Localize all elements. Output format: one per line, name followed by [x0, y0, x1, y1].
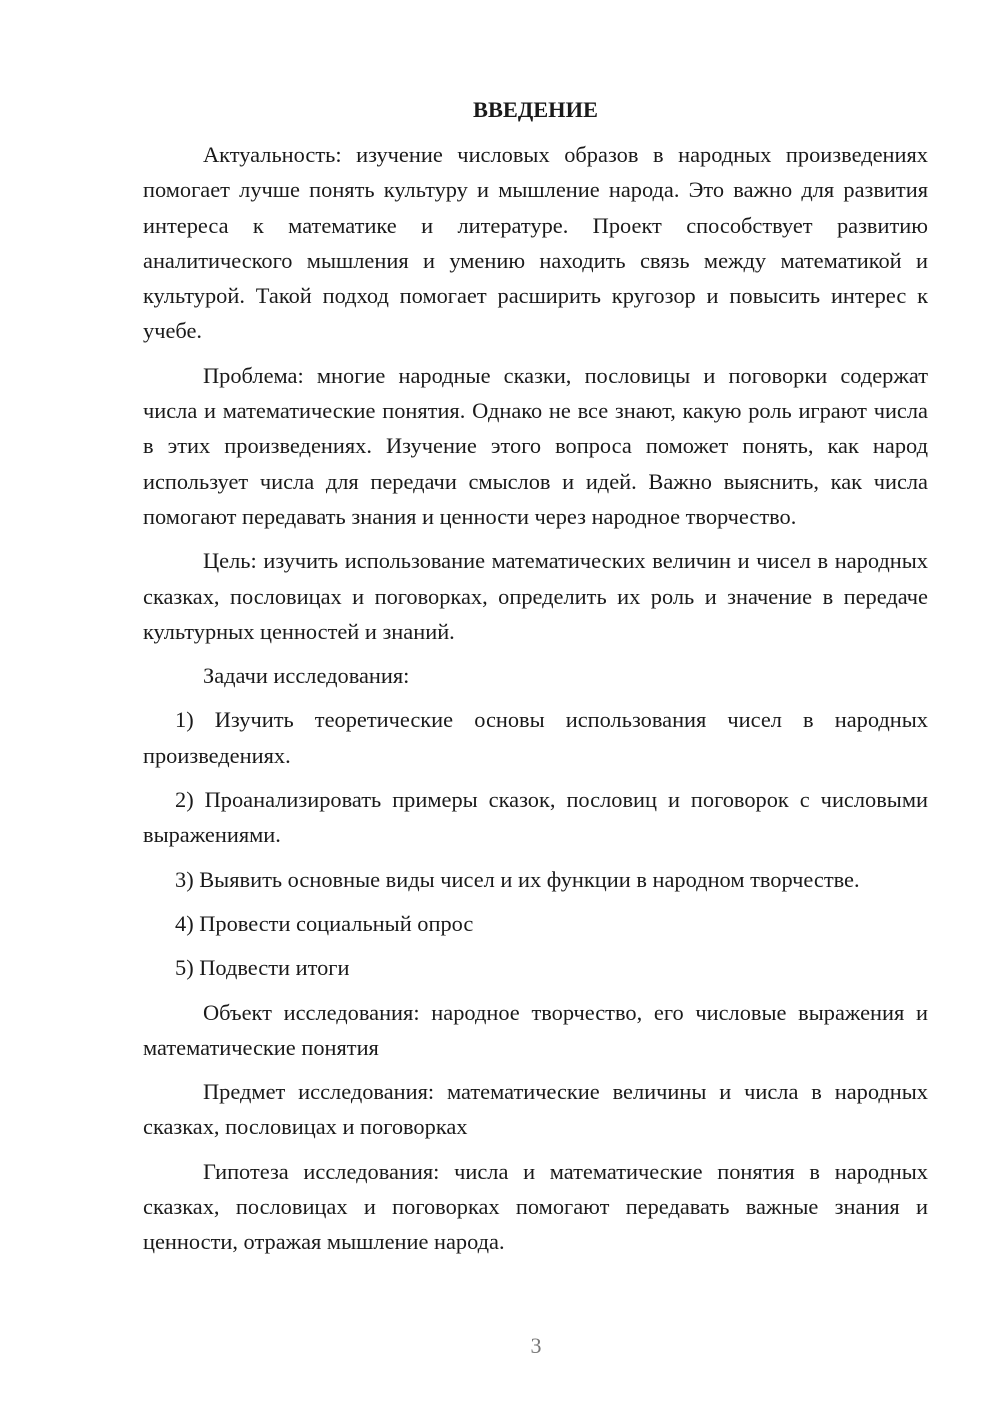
- paragraph-hypothesis: Гипотеза исследования: числа и математические понятия в народных сказках, пословицах и поговорках помогают передавать важные знания и ценности, отражая мышление народа.: [143, 1158, 928, 1255]
- paragraph-subject: Предмет исследования: математические величины и числа в народных сказках, пословицах и поговорках: [143, 1079, 928, 1140]
- paragraph-tasks-heading: Задачи исследования:: [203, 663, 410, 689]
- page-number: 3: [530, 1333, 542, 1358]
- paragraph-problem: Проблема: многие народные сказки, пословицы и поговорки содержат числа и математические понятия. Однако не все знают, какую роль играют числа в этих произведениях. Изучение этого вопроса поможет понять, как народ использует числа для передачи смыслов и идей. Важно выяснить, как числа помогают передавать знания и ценности через народное творчество.: [143, 362, 928, 529]
- section-title: ВВЕДЕНИЕ: [473, 97, 598, 122]
- task-item-1: 1) Изучить теоретические основы использования чисел в народных произведениях.: [143, 707, 928, 768]
- task-item-5: 5) Подвести итоги: [175, 955, 350, 981]
- paragraph-object: Объект исследования: народное творчество, его числовые выражения и математические понятия: [143, 999, 928, 1060]
- paragraph-relevance: Актуальность: изучение числовых образов в народных произведениях помогает лучше понять культуру и мышление народа. Это важно для развития интереса к математике и литературе. Проект способствует развитию аналитического мышления и умению находить связь между математикой и культурой. Такой подход помогает расширить кругозор и повысить интерес к учебе.: [143, 142, 928, 344]
- task-item-3: 3) Выявить основные виды чисел и их функции в народном творчестве.: [175, 866, 860, 892]
- task-item-4: 4) Провести социальный опрос: [175, 910, 474, 936]
- task-item-2: 2) Проанализировать примеры сказок, пословиц и поговорок с числовыми выражениями.: [143, 787, 928, 848]
- document-page: [143, 92, 928, 1269]
- paragraph-goal: Цель: изучить использование математических величин и чисел в народных сказках, пословицах и поговорках, определить их роль и значение в передаче культурных ценностей и знаний.: [143, 548, 928, 644]
